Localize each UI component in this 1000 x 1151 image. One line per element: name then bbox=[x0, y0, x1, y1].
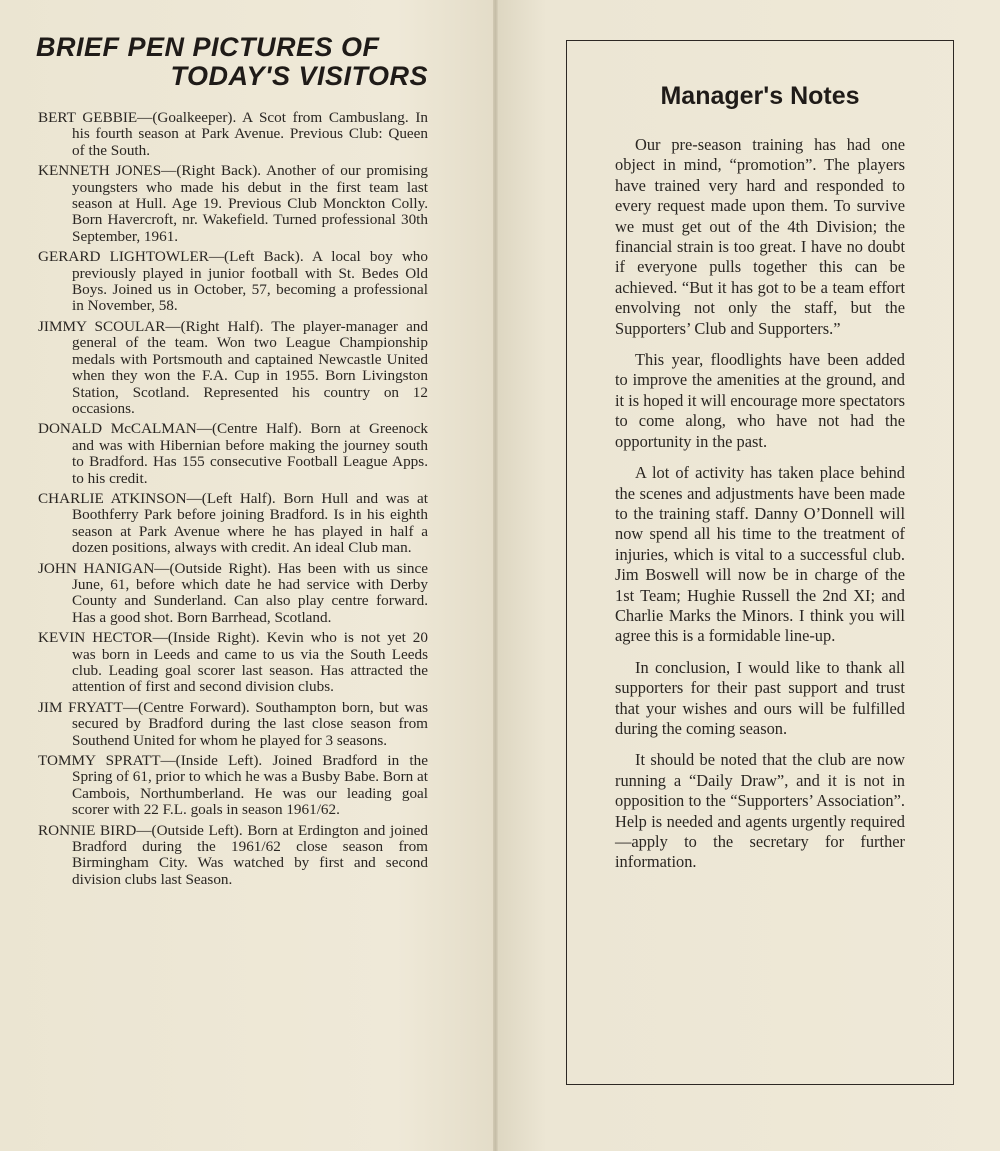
pen-pictures-heading bbox=[36, 33, 428, 91]
player-entry-bird: RONNIE BIRD—(Outside Left). Born at Erdington and joined Bradford during the 1961/62 close season from Birmingham City. Was watched by first and second division clubs last Season. bbox=[38, 821, 428, 888]
player-entry-atkinson: CHARLIE ATKINSON—(Left Half). Born Hull and was at Boothferry Park before joining Bradford. Is in his eighth season at Park Avenue where he has played in half a dozen positions, always with credit. An ideal Club man. bbox=[38, 489, 428, 557]
player-entry-hector: KEVIN HECTOR—(Inside Right). Kevin who is not yet 20 was born in Leeds and came to us via the South Leeds club. Leading goal scorer last season. Has attracted the attention of first and second division clubs. bbox=[38, 629, 428, 696]
player-entry-mccalman: DONALD McCALMAN—(Centre Half). Born at Greenock and was with Hibernian before making the journey south to Bradford. Has 155 consecutive Football League Apps. to his credit. bbox=[38, 420, 428, 487]
player-entry-gebbie: BERT GEBBIE—(Goalkeeper). A Scot from Cambuslang. In his fourth season at Park Avenue. Previous Club: Queen of the South. bbox=[38, 109, 428, 159]
managers-notes-title: Manager's Notes bbox=[660, 82, 860, 110]
player-entry-lightowler: GERARD LIGHTOWLER—(Left Back). A local boy who previously played in junior football with St. Bedes Old Boys. Joined us in October, 57, becoming a professional in November, 58. bbox=[38, 248, 428, 315]
player-entry-jones: KENNETH JONES—(Right Back). Another of our promising youngsters who made his debut in the first team last season at Hull. Age 19. Previous Club Monckton Colly. Born Havercroft, nr. Wakefield. Turned professional 30th September, 1961. bbox=[38, 162, 428, 245]
player-entry-spratt: TOMMY SPRATT—(Inside Left). Joined Bradford in the Spring of 61, prior to which he was a Busby Babe. Born at Cambois, Northumberland. He was our leading goal scorer with 22 F.L. goals in season 1961/62. bbox=[38, 752, 429, 819]
notes-paragraph-4: In conclusion, I would like to thank all supporters for their past support and trust that your wishes and ours will be fulfilled during the coming season. bbox=[615, 657, 905, 738]
notes-paragraph-1: Our pre-season training has had one object in mind, “promotion”. The players have trained very hard and responded to every request made upon them. To survive we must get out of the 4th Division; the financial strain is too great. I have no doubt if everyone pulls together this can be achieved. “But it has got to be a team effort envolving not only the staff, but the Supporters’ Club and Supporters.” bbox=[615, 135, 905, 338]
managers-notes-body bbox=[615, 135, 905, 884]
managers-notes-box bbox=[566, 40, 954, 1085]
player-entry-fryatt: JIM FRYATT—(Centre Forward). Southampton born, but was secured by Bradford during the last close season from Southend United for whom he played for 3 seasons. bbox=[38, 698, 428, 749]
heading-line-2: TODAY'S VISITORS bbox=[170, 61, 428, 91]
heading-line-1: BRIEF PEN PICTURES OF bbox=[36, 32, 380, 62]
page-spine bbox=[493, 0, 498, 1151]
player-entry-hanigan: JOHN HANIGAN—(Outside Right). Has been with us since June, 61, before which date he had service with Derby County and Sunderland. Can also play centre forward. Has a good shot. Born Barrhead, Scotland. bbox=[38, 559, 428, 626]
notes-paragraph-3: A lot of activity has taken place behind the scenes and adjustments have been made to the training staff. Danny O’Donnell will now spend all his time to the treatment of injuries, which is vital to a successful club. Jim Boswell will now be in charge of the 1st Team; Hughie Russell the 2nd XI; and Charlie Marks the Minors. I think you will agree this is a formidable line-up. bbox=[615, 463, 905, 646]
player-entry-scoular: JIMMY SCOULAR—(Right Half). The player-manager and general of the team. Won two League Championship medals with Portsmouth and captained Newcastle United when they won the F.A. Cup in 1955. Born Livingston Station, Scotland. Represented his country on 12 occasions. bbox=[38, 317, 428, 417]
notes-paragraph-2: This year, floodlights have been added to improve the amenities at the ground, and it is hoped it will encourage more spectators to come along, who have not had the opportunity in the past. bbox=[615, 350, 905, 451]
player-list bbox=[38, 110, 428, 892]
notes-paragraph-5: It should be noted that the club are now running a “Daily Draw”, and it is not in opposition to the “Supporters’ Association”. Help is needed and agents urgently required—apply to the secretary for further information. bbox=[615, 750, 905, 872]
